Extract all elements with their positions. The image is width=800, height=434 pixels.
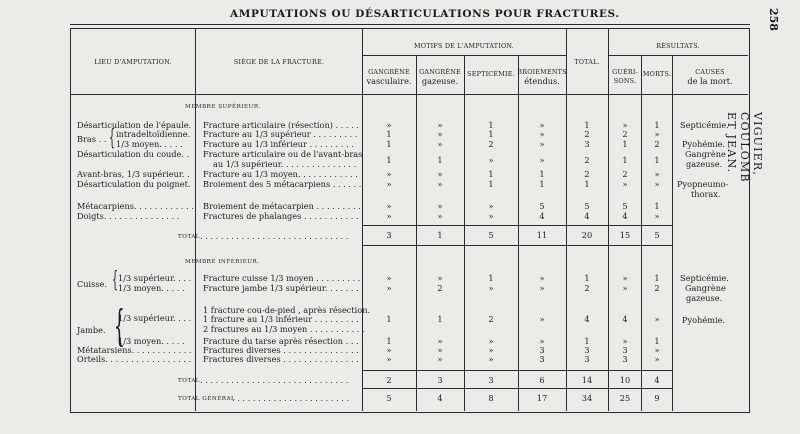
cell-total: 2 bbox=[584, 283, 590, 293]
cell-gueris: 4 bbox=[622, 314, 628, 324]
cell-morts: » bbox=[654, 211, 660, 221]
total-gen-total: 34 bbox=[581, 393, 593, 403]
cell-gangrene-gaz: » bbox=[437, 179, 443, 189]
cell-gueris: 1 bbox=[622, 155, 628, 165]
cell-gueris: 4 bbox=[622, 211, 628, 221]
lieu-label: Désarticulation du poignet. bbox=[77, 179, 191, 189]
cell-morts: » bbox=[654, 314, 660, 324]
header-gueris-2: SONS. bbox=[613, 77, 637, 85]
cell-gangrene-gaz: » bbox=[437, 336, 443, 346]
cell-septicemie: » bbox=[488, 345, 494, 355]
lieu-label: 1/3 moyen. . . . . bbox=[118, 336, 185, 346]
total-gen-septicemie: 8 bbox=[488, 393, 494, 403]
cause-label: Septicémie. bbox=[680, 273, 729, 283]
col-rule bbox=[672, 55, 673, 411]
cell-broiements: » bbox=[539, 273, 545, 283]
cell-gangrene-vasc: » bbox=[386, 201, 392, 211]
cell-gangrene-vasc: » bbox=[386, 169, 392, 179]
lieu-label: Métacarpiens. . . . . . . . . . . . bbox=[77, 201, 194, 211]
cell-gangrene-gaz: » bbox=[437, 120, 443, 130]
total-gen-gangrene-gaz: 4 bbox=[437, 393, 443, 403]
cell-morts: 1 bbox=[654, 201, 660, 211]
cell-total: 4 bbox=[584, 211, 590, 221]
cell-morts: 1 bbox=[654, 336, 660, 346]
cell-septicemie: » bbox=[488, 211, 494, 221]
col-rule bbox=[641, 55, 642, 411]
total-sup-gangrene-vasc: 3 bbox=[386, 230, 392, 240]
cell-total: 2 bbox=[584, 169, 590, 179]
header-causes-1: CAUSES bbox=[695, 68, 725, 76]
header-gangrene-gaz-1: GANGRÈNE bbox=[419, 68, 461, 76]
total-sup-morts: 5 bbox=[654, 230, 660, 240]
cell-morts: 2 bbox=[654, 139, 660, 149]
brace-glyph: { bbox=[114, 301, 125, 350]
cell-broiements: 3 bbox=[539, 345, 545, 355]
total-gen-broiements: 17 bbox=[536, 393, 548, 403]
header-septicemie: SEPTICÉMIE. bbox=[467, 70, 515, 78]
cell-gangrene-vasc: » bbox=[386, 345, 392, 355]
total-gen-gangrene-vasc: 5 bbox=[386, 393, 392, 403]
cell-total: 1 bbox=[584, 179, 590, 189]
lieu-label: Orteils. . . . . . . . . . . . . . . . . bbox=[77, 354, 192, 364]
total-leader: . . . . . . . . . . . . . . . . . . . . . . . . . . . . . bbox=[200, 231, 349, 241]
col-rule bbox=[416, 55, 417, 411]
cell-gangrene-vasc: » bbox=[386, 283, 392, 293]
header-bottom-rule bbox=[70, 94, 748, 95]
total-sup-label: TOTAL bbox=[178, 234, 200, 240]
col-rule bbox=[608, 28, 609, 411]
col-rule bbox=[518, 55, 519, 411]
cell-broiements: » bbox=[539, 129, 545, 139]
cell-gueris: 3 bbox=[622, 354, 628, 364]
col-rule bbox=[566, 28, 567, 411]
header-morts: MORTS. bbox=[642, 70, 672, 78]
cell-total: 2 bbox=[584, 129, 590, 139]
cell-total: 3 bbox=[584, 139, 590, 149]
cell-septicemie: 1 bbox=[488, 129, 494, 139]
cell-gangrene-gaz: » bbox=[437, 345, 443, 355]
total-inf-broiements: 6 bbox=[539, 375, 545, 385]
resultats-rule bbox=[608, 55, 748, 56]
motifs-rule bbox=[362, 55, 566, 56]
cell-morts: » bbox=[654, 345, 660, 355]
total-gen-morts: 9 bbox=[654, 393, 660, 403]
cell-broiements: 5 bbox=[539, 201, 545, 211]
cell-septicemie: 2 bbox=[488, 314, 494, 324]
header-siege: SIÈGE DE LA FRACTURE. bbox=[233, 58, 325, 66]
cause-label: Gangrène bbox=[685, 283, 726, 293]
cause-label: gazeuse. bbox=[686, 159, 723, 169]
cell-broiements: » bbox=[539, 139, 545, 149]
cell-gueris: » bbox=[622, 283, 628, 293]
cell-broiements: 1 bbox=[539, 169, 545, 179]
cell-gangrene-gaz: » bbox=[437, 169, 443, 179]
cell-total: 1 bbox=[584, 120, 590, 130]
brace-glyph: { bbox=[111, 268, 119, 293]
siege-label: Broiement des 5 métacarpiens . . . . . . bbox=[203, 179, 362, 189]
header-total: TOTAL. bbox=[574, 58, 600, 66]
cell-gueris: » bbox=[622, 336, 628, 346]
siege-label: Broiement de métacarpien . . . . . . . . . bbox=[203, 201, 361, 211]
lieu-label: Jambe. bbox=[77, 325, 106, 335]
siege-label: Fracture articulaire (résection) . . . . . bbox=[203, 120, 359, 130]
total-inf-gueris: 10 bbox=[619, 375, 631, 385]
lieu-label: Doigts. . . . . . . . . . . . . . . bbox=[77, 211, 180, 221]
total-sup-total: 20 bbox=[581, 230, 593, 240]
total-rule bbox=[362, 225, 672, 226]
cell-septicemie: 1 bbox=[488, 273, 494, 283]
cell-gangrene-vasc: 1 bbox=[386, 314, 392, 324]
cell-gangrene-gaz: » bbox=[437, 139, 443, 149]
cell-morts: » bbox=[654, 179, 660, 189]
siege-label: 1 fracture cou-de-pied , après résection. bbox=[203, 305, 371, 315]
siege-label: Fracture au 1/3 inférieur . . . . . . . . . bbox=[203, 139, 354, 149]
section-membre-superieur: MEMBRE SUPÉRIEUR. bbox=[185, 104, 261, 110]
total-leader: . . . . . . . . . . . . . . . . . . . . . . . . . . . . . bbox=[200, 375, 349, 385]
brace-glyph: { bbox=[108, 126, 116, 151]
cell-gueris: 5 bbox=[622, 201, 628, 211]
total-inf-gangrene-vasc: 2 bbox=[386, 375, 392, 385]
cell-gangrene-vasc: » bbox=[386, 354, 392, 364]
cell-broiements: 1 bbox=[539, 179, 545, 189]
siege-label: Fractures diverses . . . . . . . . . . . . . . . bbox=[203, 354, 359, 364]
cell-septicemie: » bbox=[488, 283, 494, 293]
header-gangrene-vasc-1: GANGRÈNE bbox=[368, 68, 410, 76]
total-inf-gangrene-gaz: 3 bbox=[437, 375, 443, 385]
lieu-label: Désarticulation de l'épaule. bbox=[77, 120, 192, 130]
cell-broiements: » bbox=[539, 314, 545, 324]
cell-septicemie: 1 bbox=[488, 179, 494, 189]
cell-broiements: 3 bbox=[539, 354, 545, 364]
cell-total: 2 bbox=[584, 155, 590, 165]
cell-gangrene-gaz: 1 bbox=[437, 155, 443, 165]
lieu-label: Bras . . bbox=[77, 134, 107, 144]
cause-label: gazeuse. bbox=[686, 293, 723, 303]
header-lieu: LIEU D'AMPUTATION. bbox=[94, 58, 172, 66]
cell-total: 5 bbox=[584, 201, 590, 211]
total-inf-septicemie: 3 bbox=[488, 375, 494, 385]
header-causes-2: de la mort. bbox=[687, 76, 733, 86]
cell-total: 1 bbox=[584, 273, 590, 283]
cell-morts: 1 bbox=[654, 120, 660, 130]
header-resultats: RÉSULTATS. bbox=[656, 42, 700, 50]
lieu-label: Désarticulation du coude. . bbox=[77, 149, 190, 159]
total-rule bbox=[362, 370, 672, 371]
page-title: AMPUTATIONS OU DÉSARTICULATIONS POUR FRACTURES. bbox=[230, 8, 620, 20]
cell-morts: » bbox=[654, 169, 660, 179]
lieu-label: 1/3 moyen. . . . . bbox=[118, 283, 185, 293]
lieu-label: 1/3 supérieur. . . . bbox=[118, 273, 192, 283]
lieu-label: Métatarsiens. . . . . . . . . . . . . bbox=[77, 345, 197, 355]
cell-total: 3 bbox=[584, 354, 590, 364]
total-gen-gueris: 25 bbox=[619, 393, 631, 403]
total-inf-label: TOTAL bbox=[178, 378, 200, 384]
header-broiements-2: étendus. bbox=[524, 76, 560, 86]
cell-broiements: 4 bbox=[539, 211, 545, 221]
siege-label: Fracture au 1/3 moyen. . . . . . . . . . . . bbox=[203, 169, 358, 179]
siege-label: Fracture au 1/3 supérieur . . . . . . . . . bbox=[203, 129, 358, 139]
page-number: 258 bbox=[767, 8, 780, 31]
cell-morts: 1 bbox=[654, 273, 660, 283]
header-motifs: MOTIFS DE L'AMPUTATION. bbox=[414, 42, 514, 50]
cell-gangrene-gaz: » bbox=[437, 354, 443, 364]
cell-gangrene-vasc: » bbox=[386, 273, 392, 283]
cell-gueris: » bbox=[622, 273, 628, 283]
cause-label: Pyohémie. bbox=[682, 315, 726, 325]
cell-gueris: 3 bbox=[622, 345, 628, 355]
cause-label: Pyohémie. bbox=[682, 139, 726, 149]
cell-septicemie: » bbox=[488, 336, 494, 346]
siege-label: Fracture cuisse 1/3 moyen . . . . . . . . . bbox=[203, 273, 361, 283]
siege-label: Fractures de phalanges . . . . . . . . . . . bbox=[203, 211, 359, 221]
lieu-label: intradeltoïdienne. bbox=[116, 129, 191, 139]
cause-label: Gangrène bbox=[685, 149, 726, 159]
cell-septicemie: 1 bbox=[488, 120, 494, 130]
cell-total: 1 bbox=[584, 336, 590, 346]
cell-septicemie: 2 bbox=[488, 139, 494, 149]
total-sup-septicemie: 5 bbox=[488, 230, 494, 240]
cell-broiements: » bbox=[539, 336, 545, 346]
siege-label: Fractures diverses . . . . . . . . . . . . . . . bbox=[203, 345, 359, 355]
siege-label: au 1/3 supérieur. . . . . . . . . . . . . . . bbox=[213, 159, 357, 169]
col-rule bbox=[362, 28, 363, 411]
header-gangrene-vasc-2: vasculaire. bbox=[366, 76, 412, 86]
total-rule bbox=[362, 388, 672, 389]
header-broiements-1: BROIEMENTS bbox=[517, 68, 567, 76]
cell-gangrene-vasc: 1 bbox=[386, 129, 392, 139]
cell-gueris: » bbox=[622, 120, 628, 130]
cell-morts: 1 bbox=[654, 155, 660, 165]
cell-morts: » bbox=[654, 354, 660, 364]
lieu-label: 1/3 supérieur. . . . bbox=[118, 313, 192, 323]
cell-broiements: » bbox=[539, 155, 545, 165]
lieu-label: 1/3 moyen. . . . . bbox=[116, 139, 183, 149]
cell-gangrene-gaz: » bbox=[437, 211, 443, 221]
siege-label: 2 fractures au 1/3 moyen . . . . . . . . . . . bbox=[203, 324, 365, 334]
section-membre-inferieur: MEMBRE INFÉRIEUR. bbox=[185, 259, 260, 265]
total-inf-total: 14 bbox=[581, 375, 593, 385]
cell-gangrene-gaz: » bbox=[437, 201, 443, 211]
total-rule bbox=[362, 245, 672, 246]
total-inf-morts: 4 bbox=[654, 375, 660, 385]
cause-label: thorax. bbox=[691, 189, 721, 199]
cell-gangrene-gaz: » bbox=[437, 273, 443, 283]
cell-gueris: 1 bbox=[622, 139, 628, 149]
cell-septicemie: » bbox=[488, 201, 494, 211]
cell-gangrene-vasc: » bbox=[386, 120, 392, 130]
cause-label: Pyopneumo- bbox=[677, 179, 729, 189]
cell-gangrene-vasc: » bbox=[386, 179, 392, 189]
cell-broiements: » bbox=[539, 283, 545, 293]
cell-septicemie: » bbox=[488, 155, 494, 165]
total-sup-gangrene-gaz: 1 bbox=[437, 230, 443, 240]
siege-label: Fracture du tarse après résection . . . . bbox=[203, 336, 364, 346]
cell-gangrene-vasc: 1 bbox=[386, 336, 392, 346]
header-gueris-1: GUÉRI- bbox=[612, 68, 638, 76]
cell-gangrene-vasc: 1 bbox=[386, 139, 392, 149]
running-side-title: VIGUIER, COULOMB ET JEAN. bbox=[725, 112, 764, 183]
siege-label: Fracture articulaire ou de l'avant-bras bbox=[203, 149, 363, 159]
cell-septicemie: 1 bbox=[488, 169, 494, 179]
lieu-label: Avant-bras, 1/3 supérieur. . bbox=[77, 169, 190, 179]
lieu-label: Cuisse. bbox=[77, 279, 108, 289]
cell-total: 3 bbox=[584, 345, 590, 355]
siege-label: 1 fracture au 1/3 inférieur . . . . . . . . . bbox=[203, 314, 359, 324]
cell-morts: » bbox=[654, 129, 660, 139]
total-leader: . . . . . . . . . . . . . . . . . . . . . . . bbox=[232, 393, 350, 403]
cause-label: Septicémie. bbox=[680, 120, 729, 130]
cell-broiements: » bbox=[539, 120, 545, 130]
header-gangrene-gaz-2: gazeuse. bbox=[421, 76, 459, 86]
cell-gueris: 2 bbox=[622, 169, 628, 179]
cell-gangrene-gaz: 1 bbox=[437, 314, 443, 324]
cell-gangrene-gaz: 2 bbox=[437, 283, 443, 293]
cell-total: 4 bbox=[584, 314, 590, 324]
cell-gangrene-gaz: » bbox=[437, 129, 443, 139]
total-sup-broiements: 11 bbox=[536, 230, 548, 240]
cell-gueris: 2 bbox=[622, 129, 628, 139]
cell-gangrene-vasc: » bbox=[386, 211, 392, 221]
total-sup-gueris: 15 bbox=[619, 230, 631, 240]
cell-morts: 2 bbox=[654, 283, 660, 293]
cell-septicemie: » bbox=[488, 354, 494, 364]
total-general-label: TOTAL GÉNÉRAL bbox=[178, 396, 236, 402]
siege-label: Fracture jambe 1/3 supérieur. . . . . . . bbox=[203, 283, 359, 293]
cell-gueris: » bbox=[622, 179, 628, 189]
col-rule bbox=[464, 55, 465, 411]
title-rule bbox=[70, 24, 750, 25]
cell-gangrene-vasc: 1 bbox=[386, 155, 392, 165]
